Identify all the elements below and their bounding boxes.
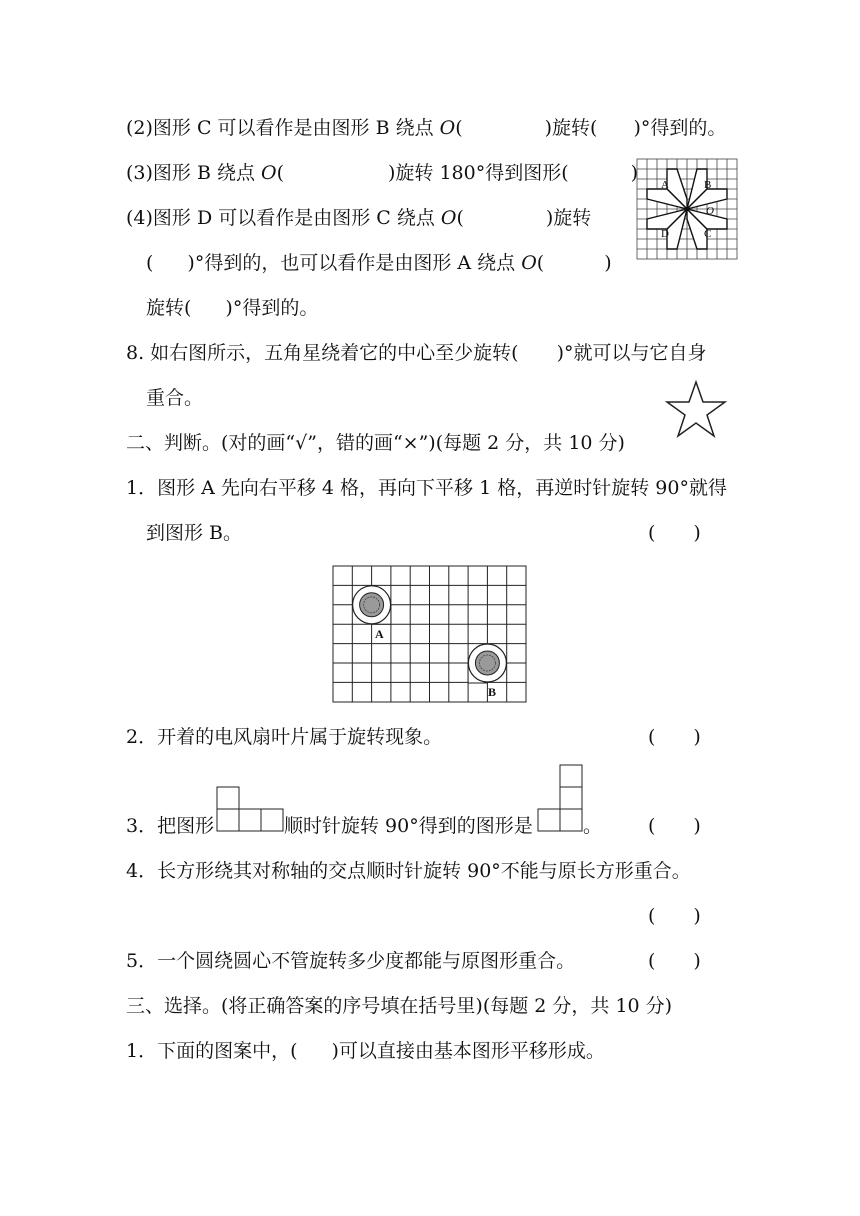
label-c: C xyxy=(704,228,712,240)
q8-line-2: 重合。 xyxy=(146,387,204,409)
s2-q1-line-2: 到图形 B。 xyxy=(146,522,243,544)
q7-line-4: (4)图形 D 可以看作是由图形 C 绕点 O( )旋转 xyxy=(126,207,592,229)
s2-q2: 2．开着的电风扇叶片属于旋转现象。 xyxy=(126,726,443,748)
shape-a-circle xyxy=(353,586,391,624)
grid-label-a: A xyxy=(375,627,384,641)
shape-b-circle xyxy=(468,644,506,683)
s2-q4-answer: ( ) xyxy=(648,905,701,927)
label-a: A xyxy=(661,179,669,191)
grid-label-b: B xyxy=(488,685,497,699)
rotation-figure xyxy=(636,158,740,262)
s2-q3-c: 。 xyxy=(583,815,603,837)
s2-q4: 4．长方形绕其对称轴的交点顺时针旋转 90°不能与原长方形重合。 xyxy=(126,860,691,882)
label-b: B xyxy=(704,179,712,191)
q3-rotated-shape xyxy=(537,764,583,832)
s2-q3-answer: ( ) xyxy=(648,815,701,837)
q3-original-shape xyxy=(216,786,284,832)
star-icon xyxy=(664,380,728,438)
s2-q2-answer: ( ) xyxy=(648,726,701,748)
q7-line-5: ( )°得到的，也可以看作是由图形 A 绕点 O( ) xyxy=(146,252,612,274)
q8-line-1: 8. 如右图所示，五角星绕着它的中心至少旋转( )°就可以与它自身 xyxy=(126,342,707,364)
s2-q5: 5．一个圆绕圆心不管旋转多少度都能与原图形重合。 xyxy=(126,950,576,972)
s2-q1-answer: ( ) xyxy=(648,522,701,544)
s2-q1-line-1: 1．图形 A 先向右平移 4 格，再向下平移 1 格，再逆时针旋转 90°就得 xyxy=(126,477,727,499)
q7-line-6: 旋转( )°得到的。 xyxy=(146,297,319,319)
s3-q1: 1．下面的图案中，( )可以直接由基本图形平移形成。 xyxy=(126,1040,605,1062)
label-d: D xyxy=(661,228,669,240)
s2-q3-b: 顺时针旋转 90°得到的图形是 xyxy=(284,815,533,837)
q7-line-2: (2)图形 C 可以看作是由图形 B 绕点 O( )旋转( )°得到的。 xyxy=(126,117,727,139)
translation-grid-figure xyxy=(332,565,528,703)
s2-q5-answer: ( ) xyxy=(648,950,701,972)
section3-heading: 三、选择。(将正确答案的序号填在括号里)(每题 2 分，共 10 分) xyxy=(126,995,673,1017)
q7-line-3: (3)图形 B 绕点 O( )旋转 180°得到图形( ) xyxy=(126,162,639,184)
label-o: O xyxy=(706,205,714,217)
s2-q3-a: 3．把图形 xyxy=(126,815,215,837)
section2-heading: 二、判断。(对的画“√”，错的画“×”)(每题 2 分，共 10 分) xyxy=(126,432,625,454)
